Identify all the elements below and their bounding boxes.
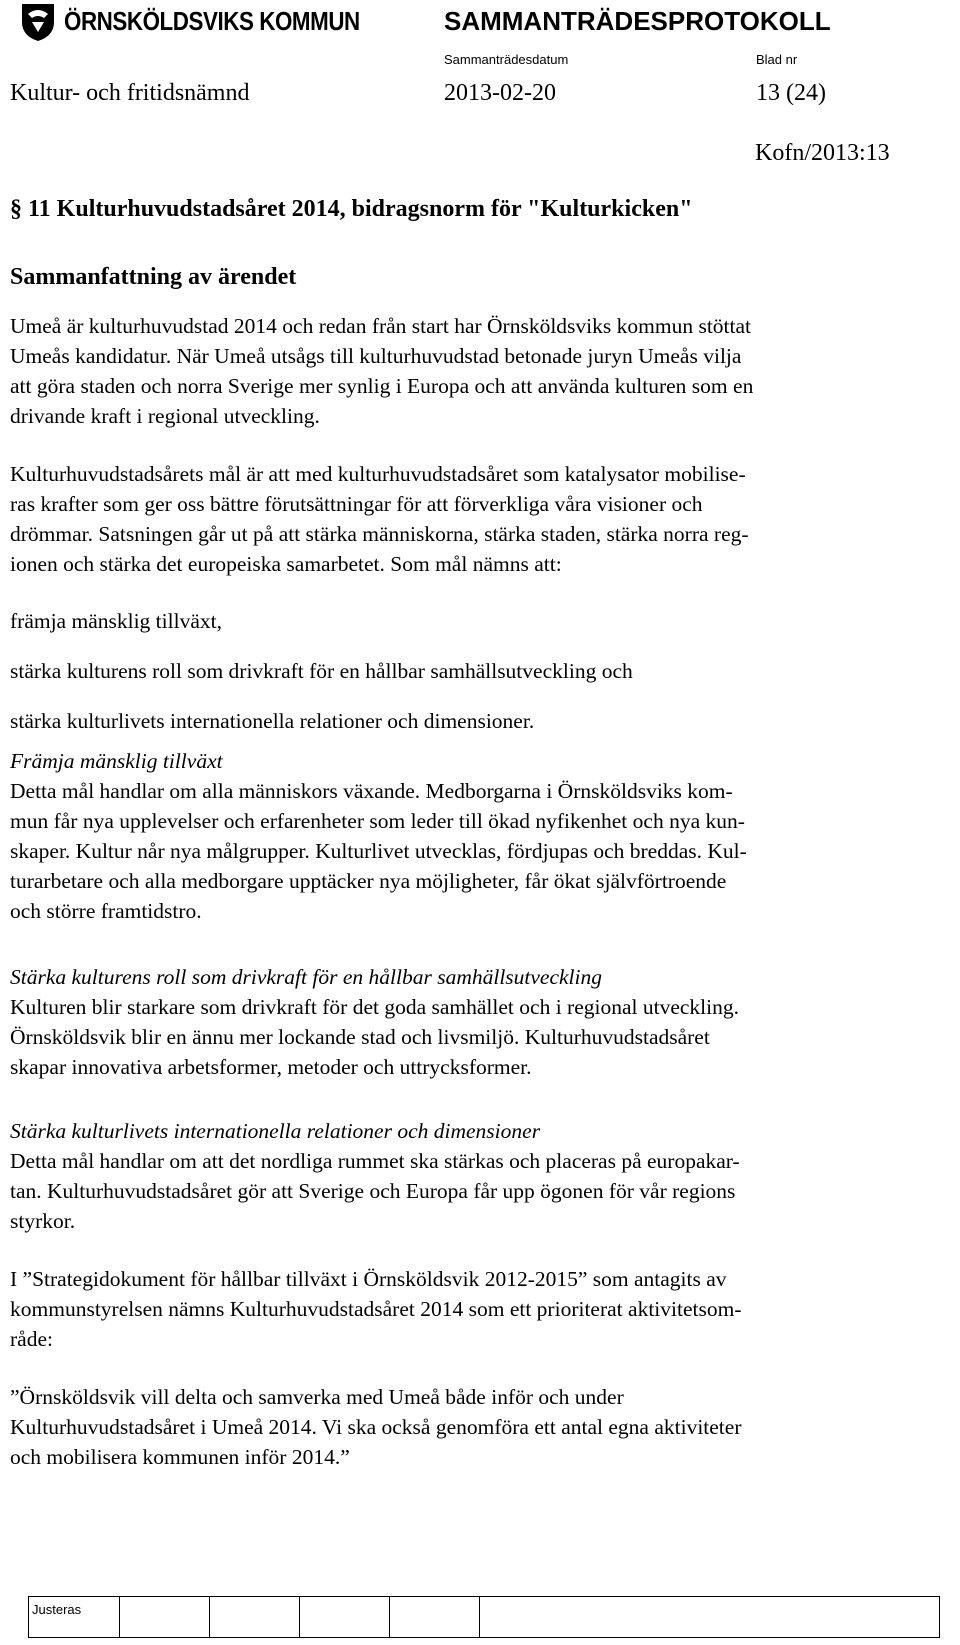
case-reference: Kofn/2013:13 (755, 140, 890, 166)
goal-2: stärka kulturens roll som drivkraft för en hållbar samhällsutveckling och (10, 659, 633, 683)
signature-box (28, 1596, 940, 1638)
paragraph-human-growth (10, 776, 910, 926)
text-line: Detta mål handlar om att det nordliga rummet ska stärkas och placeras på europakar- (10, 1149, 740, 1173)
text-line: ionen och stärka det europeiska samarbetet. Som mål nämns att: (10, 552, 562, 576)
text-line: Umeås kandidatur. När Umeå utsågs till kulturhuvudstad betonade juryn Umeås vilja (10, 344, 742, 368)
text-line: kommunstyrelsen nämns Kulturhuvudstadsåret 2014 som ett prioriterat aktivitetsom- (10, 1297, 742, 1321)
heading-culture-role: Stärka kulturens roll som drivkraft för en hållbar samhällsutveckling (10, 965, 602, 989)
paragraph-international (10, 1146, 910, 1236)
goal-3: stärka kulturlivets internationella relationer och dimensioner. (10, 709, 535, 733)
text-line: mun får nya upplevelser och erfarenheter som leder till ökad nyfikenhet och nya kun- (10, 809, 745, 833)
paragraph-strategy (10, 1264, 910, 1354)
signature-divider (479, 1597, 480, 1637)
text-line: Kulturen blir starkare som drivkraft för det goda samhället och i regional utveckling. (10, 995, 739, 1019)
text-line: Detta mål handlar om alla människors växande. Medborgarna i Örnsköldsviks kom- (10, 779, 733, 803)
text-line: Kulturhuvudstadsårets mål är att med kulturhuvudstadsåret som katalysator mobilise- (10, 462, 746, 486)
committee-name: Kultur- och fritidsnämnd (10, 80, 250, 106)
text-line: och större framtidstro. (10, 899, 202, 923)
text-line: Kulturhuvudstadsåret i Umeå 2014. Vi ska också genomföra ett antal egna aktiviteter (10, 1415, 742, 1439)
page-label: Blad nr (756, 52, 798, 67)
text-line: ”Örnsköldsvik vill delta och samverka med Umeå både inför och under (10, 1385, 624, 1409)
signature-divider (209, 1597, 210, 1637)
text-line: tan. Kulturhuvudstadsåret gör att Sverige och Europa får upp ögonen för vår regions (10, 1179, 736, 1203)
text-line: drivande kraft i regional utveckling. (10, 404, 320, 428)
heading-human-growth: Främja mänsklig tillväxt (10, 749, 223, 773)
goal-1: främja mänsklig tillväxt, (10, 609, 222, 633)
text-line: och mobilisera kommunen inför 2014.” (10, 1445, 350, 1469)
text-line: ras krafter som ger oss bättre förutsättningar för att förverkliga våra visioner och (10, 492, 703, 516)
heading-international: Stärka kulturlivets internationella relationer och dimensioner (10, 1119, 541, 1143)
text-line: styrkor. (10, 1209, 76, 1233)
paragraph-goals-intro (10, 459, 910, 579)
text-line: Örnsköldsvik blir en ännu mer lockande stad och livsmiljö. Kulturhuvudstadsåret (10, 1025, 710, 1049)
text-line: att göra staden och norra Sverige mer synlig i Europa och att använda kulturen som en (10, 374, 754, 398)
justeras-label: Justeras (32, 1602, 82, 1617)
paragraph-quote (10, 1382, 910, 1472)
signature-divider (299, 1597, 300, 1637)
text-line: råde: (10, 1327, 53, 1351)
summary-heading: Sammanfattning av ärendet (10, 264, 297, 290)
text-line: I ”Strategidokument för hållbar tillväxt i Örnsköldsvik 2012-2015” som antagits av (10, 1267, 727, 1291)
signature-divider (119, 1597, 120, 1637)
page-number: 13 (24) (756, 80, 826, 106)
meeting-date: 2013-02-20 (444, 80, 556, 106)
paragraph-intro (10, 311, 910, 431)
municipality-logo (18, 0, 360, 42)
org-name: ÖRNSKÖLDSVIKS KOMMUN (64, 6, 360, 36)
section-title: § 11 Kulturhuvudstadsåret 2014, bidragsnorm för "Kulturkicken" (10, 196, 693, 222)
text-line: skaper. Kultur når nya målgrupper. Kulturlivet utvecklas, fördjupas och breddas. Kul- (10, 839, 747, 863)
text-line: drömmar. Satsningen går ut på att stärka människorna, stärka staden, stärka norra reg- (10, 522, 749, 546)
signature-divider (389, 1597, 390, 1637)
text-line: Umeå är kulturhuvudstad 2014 och redan från start har Örnsköldsviks kommun stöttat (10, 314, 752, 338)
paragraph-culture-role (10, 992, 910, 1082)
text-line: turarbetare och alla medborgare upptäcker nya möjligheter, får ökat självförtroende (10, 869, 727, 893)
date-label: Sammanträdesdatum (444, 52, 569, 67)
document-type: SAMMANTRÄDESPROTOKOLL (444, 6, 831, 36)
coat-of-arms-icon (18, 0, 58, 42)
text-line: skapar innovativa arbetsformer, metoder och uttrycksformer. (10, 1055, 532, 1079)
